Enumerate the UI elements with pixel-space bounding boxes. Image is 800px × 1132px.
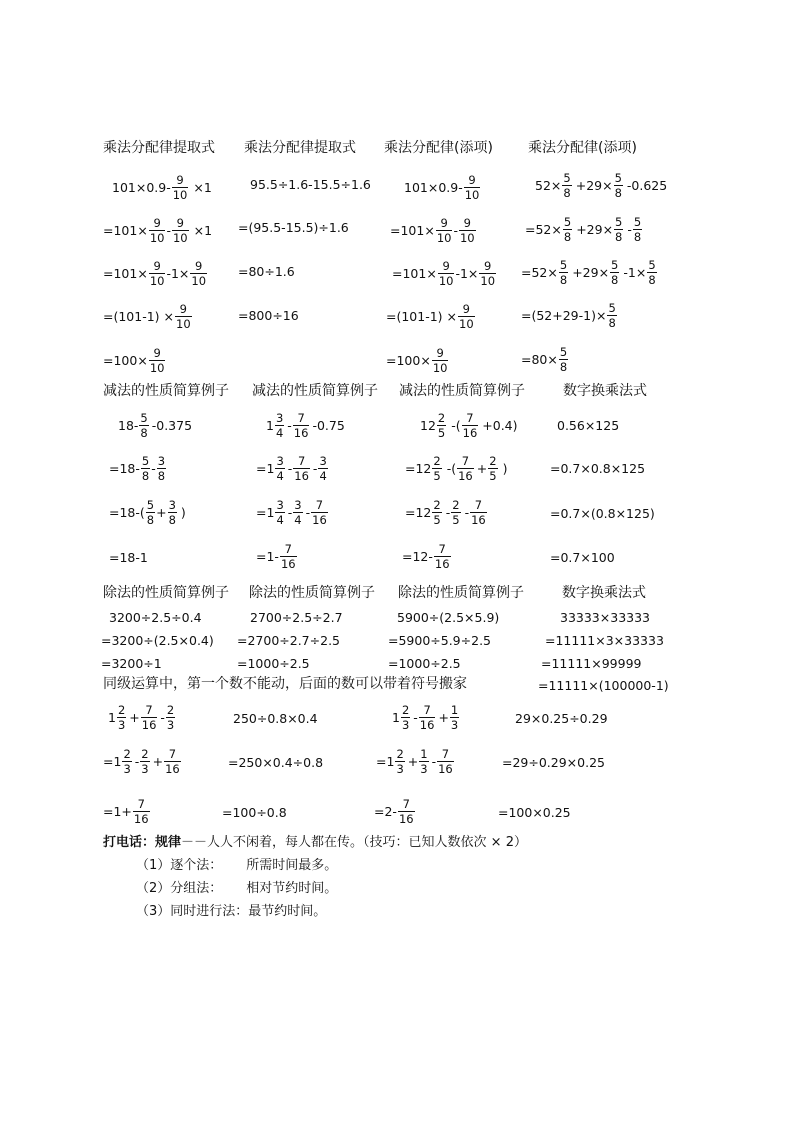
c3-line-b: =101× $\frac{9}{10}$ - 9 10 bbox=[390, 216, 475, 245]
s4-line-a: 0.56×125 bbox=[557, 418, 620, 433]
rule-same-level: 同级运算中，第一个数不能动，后面的数可以带着符号搬家 bbox=[103, 676, 467, 692]
d2-line-b: =2700÷2.7÷2.5 bbox=[237, 633, 340, 648]
c2-line-d: =800÷16 bbox=[238, 308, 299, 323]
s3-line-d: =12- 7 16 bbox=[402, 542, 450, 571]
header-subtraction-3: 减法的性质简算例子 bbox=[399, 383, 525, 399]
s2-line-b: =1 3 4 - 7 16 - 3 4 bbox=[256, 454, 327, 483]
e1-line-c: =1+ $\frac{7}{16}$ bbox=[103, 797, 149, 826]
c1-line-c: =101× $\frac{9}{10}$ -1× $\frac{9}{10}$ bbox=[103, 259, 207, 288]
header-subtraction-2: 减法的性质简算例子 bbox=[252, 383, 378, 399]
header-number-to-product-1: 数字换乘法式 bbox=[563, 383, 647, 399]
c4-line-e: =80× $\frac{5}{8}$ bbox=[521, 345, 568, 374]
phone-title: 打电话： bbox=[103, 835, 156, 850]
e4-line-a: 29×0.25÷0.29 bbox=[515, 711, 608, 726]
e2-line-a: 250÷0.8×0.4 bbox=[233, 711, 318, 726]
c4-line-b: =52× $\frac{5}{8}$ +29× $\frac{5}{8}$ - 5 8 bbox=[525, 215, 642, 244]
d2-line-c: =1000÷2.5 bbox=[237, 656, 310, 671]
s4-line-d: =0.7×100 bbox=[550, 550, 615, 565]
d4-line-a: 33333×33333 bbox=[560, 610, 651, 625]
d3-line-c: =1000÷2.5 bbox=[388, 656, 461, 671]
header-distributive-extract-1: 乘法分配律提取式 bbox=[103, 140, 215, 156]
header-distributive-add-1: 乘法分配律(添项) bbox=[384, 140, 493, 156]
s4-line-c: =0.7×(0.8×125) bbox=[550, 506, 655, 521]
phone-item-2: （2）分组法： 相对节约时间。 bbox=[136, 881, 338, 896]
e4-line-c: =100×0.25 bbox=[498, 805, 571, 820]
d2-line-a: 2700÷2.5÷2.7 bbox=[250, 610, 343, 625]
c3-line-d: =(101-1) × $\frac{9}{10}$ bbox=[386, 302, 474, 331]
s3-line-b: =12 2 5 -( 7 16 + $\frac{2}{5}$ ) bbox=[405, 454, 508, 483]
s1-line-a: 18- 5 8 -0.375 bbox=[118, 411, 193, 440]
s3-line-a: 12 2 5 -( 7 16 +0.4) bbox=[420, 411, 518, 440]
c3-line-a: 101×0.9- 9 10 bbox=[404, 173, 480, 202]
header-division-3: 除法的性质简算例子 bbox=[398, 585, 524, 601]
e3-line-c: =2- 7 16 bbox=[374, 797, 414, 826]
d1-line-c: =3200÷1 bbox=[101, 656, 162, 671]
e4-line-b: =29÷0.29×0.25 bbox=[502, 755, 605, 770]
e2-line-b: =250×0.4÷0.8 bbox=[228, 755, 324, 770]
c4-line-a: 52× $\frac{5}{8}$ +29× $\frac{5}{8}$ -0.625 bbox=[535, 171, 668, 200]
c3-line-c: =101× $\frac{9}{10}$ -1× $\frac{9}{10}$ bbox=[392, 259, 496, 288]
s2-line-a: 1 3 4 - 7 16 -0.75 bbox=[266, 411, 345, 440]
d3-line-b: =5900÷5.9÷2.5 bbox=[388, 633, 491, 648]
phone-item-1: （1）逐个法： 所需时间最多。 bbox=[136, 858, 338, 873]
d4-line-b: =11111×3×33333 bbox=[545, 633, 664, 648]
d1-line-a: 3200÷2.5÷0.4 bbox=[109, 610, 202, 625]
c3-line-e: =100× $\frac{9}{10}$ bbox=[386, 346, 448, 375]
header-division-1: 除法的性质简算例子 bbox=[103, 585, 229, 601]
s3-line-c: =12 2 5 - 2 5 - 7 16 bbox=[405, 498, 486, 527]
e2-line-c: =100÷0.8 bbox=[222, 805, 287, 820]
d1-line-b: =3200÷(2.5×0.4) bbox=[101, 633, 214, 648]
phone-rule-label: 规律 bbox=[155, 835, 182, 850]
phone-rule-text: －－人人不闲着，每人都在传。（技巧：已知人数依次 × 2） bbox=[181, 835, 527, 850]
header-subtraction-1: 减法的性质简算例子 bbox=[103, 383, 229, 399]
d3-line-a: 5900÷(2.5×5.9) bbox=[397, 610, 500, 625]
s4-line-b: =0.7×0.8×125 bbox=[550, 461, 646, 476]
header-number-to-product-2: 数字换乘法式 bbox=[562, 585, 646, 601]
header-distributive-add-2: 乘法分配律(添项) bbox=[528, 140, 637, 156]
c4-line-d: =(52+29-1)× $\frac{5}{8}$ bbox=[521, 301, 616, 330]
c1-line-d: =(101-1) × $\frac{9}{10}$ bbox=[103, 302, 191, 331]
e3-line-a: 1 2 3 - 7 16 + $\frac{1}{3}$ bbox=[392, 703, 459, 732]
d4-line-c: =11111×99999 bbox=[541, 656, 642, 671]
s2-line-d: =1- 7 16 bbox=[256, 542, 296, 571]
s2-line-c: =1 3 4 - 3 4 - 7 16 bbox=[256, 498, 327, 527]
header-division-2: 除法的性质简算例子 bbox=[249, 585, 375, 601]
e3-line-b: =1 2 3 + $\frac{1}{3}$ - 7 16 bbox=[376, 747, 453, 776]
d4-line-d: =11111×(100000-1) bbox=[538, 678, 669, 693]
s1-line-b: =18- 5 8 - 3 8 bbox=[109, 454, 166, 483]
c2-line-b: =(95.5-15.5)÷1.6 bbox=[238, 220, 349, 235]
header-distributive-extract-2: 乘法分配律提取式 bbox=[244, 140, 356, 156]
e1-line-a: 1 2 3 + $\frac{7}{16}$ - 2 3 bbox=[108, 703, 175, 732]
phone-item-3: （3）同时进行法：最节约时间。 bbox=[136, 904, 327, 919]
c2-line-c: =80÷1.6 bbox=[238, 264, 295, 279]
s1-line-c: =18-( 5 8 + $\frac{3}{8}$ ) bbox=[109, 498, 186, 527]
e1-line-b: =1 2 3 - 2 3 + $\frac{7}{16}$ bbox=[103, 747, 180, 776]
s1-line-d: =18-1 bbox=[109, 550, 148, 565]
c4-line-c: =52× $\frac{5}{8}$ +29× $\frac{5}{8}$ -1× $\frac{5}{8}$ bbox=[521, 258, 656, 287]
c1-line-a: 101×0.9- $\frac{9}{10}$ ×1 bbox=[112, 173, 212, 202]
c1-line-b: =101× $\frac{9}{10}$ - $\frac{9}{10}$ ×1 bbox=[103, 216, 213, 245]
c1-line-e: =100× $\frac{9}{10}$ bbox=[103, 346, 165, 375]
c2-line-a: 95.5÷1.6-15.5÷1.6 bbox=[250, 177, 371, 192]
phone-rule bbox=[103, 835, 527, 851]
